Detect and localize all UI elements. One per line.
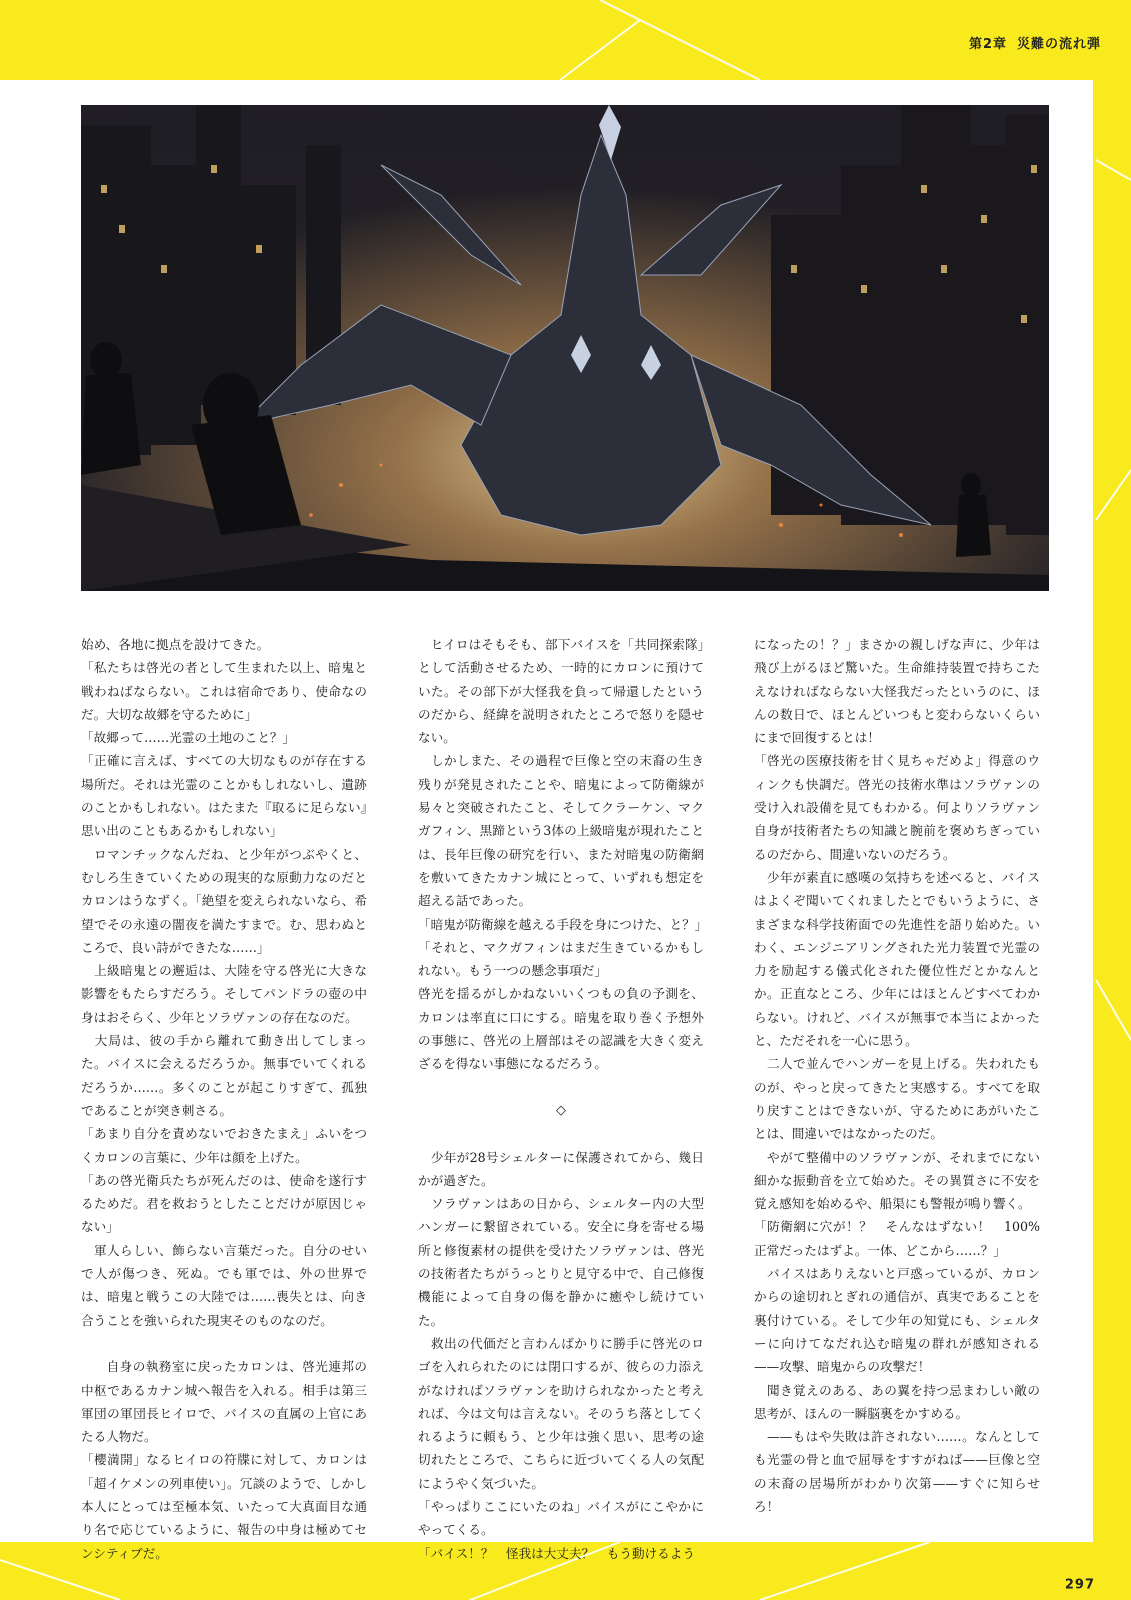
paragraph: しかしまた、その過程で巨像と空の末裔の生き残りが発見されたことや、暗鬼によって防衛線が易々と突破されたこと、そしてクラーケン、マクガフィン、黒蹄という3体の上級暗鬼が現れたことは、長年巨像の研究を行い、また対暗鬼の防衛網を敷いてきたカナン城にとって、いずれも想定を超える話であった。 (418, 753, 704, 909)
paragraph: 啓光を揺るがしかねないいくつもの負の予測を、カロンは率直に口にする。暗鬼を取り巻く予想外の事態に、啓光の上層部はその認識を大きく変えざるを得ない事態になるだろう。 (418, 986, 704, 1072)
paragraph: 二人で並んでハンガーを見上げる。失われたものが、やっと戻ってきたと実感する。すべてを取り戻すことはできないが、守るためにあがいたことは、間違いではなかったのだ。 (754, 1056, 1040, 1142)
text-column-2 (418, 633, 708, 1565)
header-band (0, 0, 1131, 80)
paragraph: 「やっぱりここにいたのね」バイスがにこやかにやってくる。 (418, 1498, 704, 1538)
paragraph: ソラヴァンはあの日から、シェルター内の大型ハンガーに繋留されている。安全に身を寄せる場所と修復素材の提供を受けたソラヴァンは、啓光の技術者たちがうっとりと見守る中で、自己修復機能によって自身の傷を静かに癒やし続けていた。 (418, 1196, 704, 1328)
paragraph: 救出の代価だと言わんばかりに勝手に啓光のロゴを入れられたのには閉口するが、彼らの力添えがなければソラヴァンを助けられなかったと考えれば、今は文句は言えない。そのうち落としてくれるように頼もう、と少年は強く思い、思考の途切れたところで、こちらに近づいてくる人の気配にようやく気づいた。 (418, 1335, 704, 1491)
chapter-title: 災難の流れ弾 (1016, 37, 1101, 52)
text-column-1 (81, 633, 367, 1565)
paragraph: 自身の執務室に戻ったカロンは、啓光連邦の中枢であるカナン城へ報告を入れる。相手は第三軍団の軍団長ヒイロで、バイスの直属の上官にあたる人物だ。 (81, 1359, 367, 1445)
chapter-header (969, 33, 1101, 52)
paragraph: 「故郷って……光霊の土地のこと？」 (81, 730, 296, 746)
section-separator: ◇ (556, 1102, 566, 1118)
paragraph: バイスはありえないと戸惑っているが、カロンからの途切れとぎれの通信が、真実であることを裏付けている。そして少年の知覚にも、シェルターに向けてなだれ込む暗鬼の群れが感知される——攻撃、暗鬼からの攻撃だ！ (754, 1266, 1040, 1375)
paragraph: 少年が28号シェルターに保護されてから、幾日かが過ぎた。 (418, 1149, 704, 1188)
paragraph: 少年が素直に感嘆の気持ちを述べると、バイスはよくぞ聞いてくれましたとでもいうように、さまざまな科学技術面での先進性を語り始めた。いわく、エンジニアリングされた光力装置で光霊の力を励起する儀式化された優位性だとかなんとか。正直なところ、少年にはほとんどすべてわからない。けれど、バイスが無事で本当によかったと、ただそれを一心に思う。 (754, 869, 1040, 1049)
paragraph: 「正確に言えば、すべての大切なものが存在する場所だ。それは光霊のことかもしれないし、遺跡のことかもしれない。はたまた『取るに足らない』思い出のこともあるかもしれない」 (81, 753, 367, 839)
paragraph: 「暗鬼が防衛線を越える手段を身につけた、と？」 (418, 916, 708, 932)
paragraph: 「櫻満開」なるヒイロの符牒に対して、カロンは「超イケメンの列車使い」。冗談のようで、しかし本人にとっては至極本気、いたって大真面目な通り名で応じているように、報告の中身は極めてセンシティブだ。 (81, 1452, 367, 1561)
monster-illustration (81, 105, 1049, 591)
page-number: 297 (1064, 1577, 1095, 1593)
paragraph: 「それと、マクガフィンはまだ生きているかもしれない。もう一つの懸念事項だ」 (418, 939, 704, 979)
paragraph: やがて整備中のソラヴァンが、それまでにない細かな振動音を立て始めた。その異質さに不安を覚え感知を始めるや、船渠にも警報が鳴り響く。 (754, 1149, 1040, 1212)
paragraph: ヒイロはそもそも、部下バイスを「共同探索隊」として活動させるため、一時的にカロンに預けていた。その部下が大怪我を負って帰還したというのだから、経緯を説明されたところで怒りを隠せない。 (418, 637, 704, 746)
paragraph: 「バイス！？ 怪我は大丈夫？ もう動けるよう (418, 1545, 695, 1561)
paragraph: 聞き覚えのある、あの翼を持つ忌まわしい敵の思考が、ほんの一瞬脳裏をかすめる。 (754, 1382, 1040, 1421)
paragraph: 「啓光の医療技術を甘く見ちゃだめよ」得意のウィンクも快調だ。啓光の技術水準はソラヴァンの受け入れ設備を見てもわかる。何よりソラヴァン自身が技術者たちの知識と腕前を褒めちぎっているのだから、間違いないのだろう。 (754, 753, 1040, 862)
paragraph: 「防衛網に穴が！？ そんなはずない！ 100%正常だったはずよ。一体、どこから……？」 (754, 1219, 1040, 1258)
paragraph: 上級暗鬼との邂逅は、大陸を守る啓光に大きな影響をもたらすだろう。そしてパンドラの壺の中身はおそらく、少年とソラヴァンの存在なのだ。 (81, 963, 367, 1025)
text-column-3 (754, 633, 1040, 1518)
paragraph: 「あの啓光衛兵たちが死んだのは、使命を遂行するためだ。君を救おうとしたことだけが原因じゃない」 (81, 1172, 367, 1235)
paragraph: 大局は、彼の手から離れて動き出してしまった。バイスに会えるだろうか。無事でいてくれるだろうか……。多くのことが起こりすぎて、孤独であることが突き刺さる。 (81, 1033, 367, 1118)
paragraph: 軍人らしい、飾らない言葉だった。自分のせいで人が傷つき、死ぬ。でも軍では、外の世界では、暗鬼と戦うこの大陸では……喪失とは、向き合うことを強いられた現実そのものなのだ。 (81, 1242, 367, 1328)
paragraph: ロマンチックなんだね、と少年がつぶやくと、むしろ生きていくための現実的な原動力なのだとカロンはうなずく。「絶望を変えられないなら、希望でその永遠の闇夜を満たすまで。む、思わぬところで、良い詩ができたな……」 (81, 846, 367, 955)
paragraph: ——もはや失敗は許されない……。なんとしても光霊の骨と血で屈辱をすすがねば——巨像と空の末裔の居場所がわかり次第——すぐに知らせろ！ (754, 1429, 1040, 1514)
paragraph: 始め、各地に拠点を設けてきた。 (81, 637, 270, 652)
chapter-number: 第2章 (968, 37, 1007, 52)
paragraph: 「あまり自分を責めないでおきたまえ」ふいをつくカロンの言葉に、少年は顔を上げた。 (81, 1126, 367, 1165)
paragraph: になったの！？」まさかの親しげな声に、少年は飛び上がるほど驚いた。生命維持装置で持ちこたえなければならない大怪我だったというのに、ほんの数日で、ほとんどいつもと変わらないくらいにまで回復するとは！ (754, 637, 1040, 746)
paragraph: 「私たちは啓光の者として生まれた以上、暗鬼と戦わねばならない。これは宿命であり、使命なのだ。大切な故郷を守るために」 (81, 660, 367, 722)
